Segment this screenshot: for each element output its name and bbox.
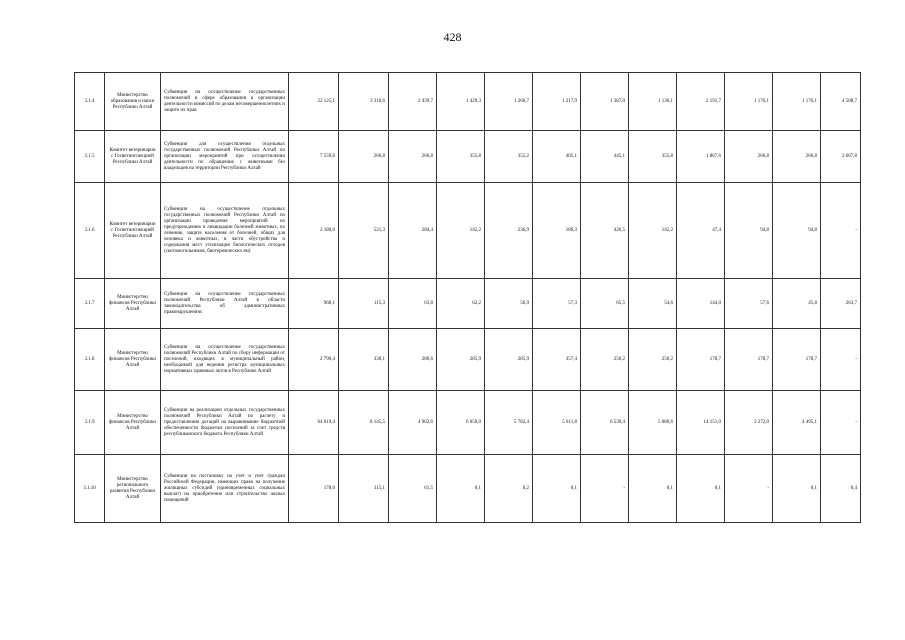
value-cell: 47,4 [677,183,725,279]
value-cell: 62,2 [437,279,485,329]
row-number-cell: 3.1.9 [75,391,105,455]
value-cell: 6 539,4 [581,391,629,455]
value-cell: - [725,455,773,523]
value-cell: 57,3 [533,279,581,329]
value-cell: 14 151,0 [677,391,725,455]
value-cell: - [821,329,861,391]
value-cell: 285,9 [485,329,533,391]
value-cell: 2 439,7 [389,73,437,131]
value-cell: 178,7 [677,329,725,391]
value-cell: 0,1 [437,455,485,523]
value-cell: 355,8 [437,131,485,183]
value-cell: 63,8 [389,279,437,329]
value-cell: 57,6 [725,279,773,329]
value-cell: 355,2 [485,131,533,183]
agency-cell: Министерство финансов Республики Алтай [105,329,161,391]
value-cell: 0,4 [821,455,861,523]
value-cell: 61,5 [389,455,437,523]
value-cell: 54,6 [629,279,677,329]
value-cell: 266,8 [389,131,437,183]
value-cell: - [581,455,629,523]
value-cell: 1 867,6 [677,131,725,183]
value-cell: 0,1 [629,455,677,523]
row-number-cell: 3.1.7 [75,279,105,329]
value-cell: 45,8 [773,279,821,329]
value-cell: 355,8 [629,131,677,183]
table-row [75,131,861,183]
value-cell: 968,1 [289,279,339,329]
value-cell: 65,5 [581,279,629,329]
value-cell: 4 495,1 [773,391,821,455]
value-cell: 405,1 [533,131,581,183]
value-cell: 2 180,0 [289,183,339,279]
description-cell: Субвенции на реализацию отдельных государственных полномочий Республики Алтай по расчету и предоставлению дотаций на выравнивание бюджетной обеспеченности бюджетам поселений за счет средств республиканского бюджета Республики Алтай [161,391,289,455]
value-cell: 357,4 [533,329,581,391]
agency-cell: Комитет ветеринарии с Госветинспекцией Республики Алтай [105,183,161,279]
page-number: 428 [443,30,462,44]
value-cell: 5 611,8 [533,391,581,455]
value-cell: 426,5 [581,183,629,279]
row-number-cell: 3.1.10 [75,455,105,523]
value-cell: 94,8 [725,183,773,279]
value-cell: 144,0 [677,279,725,329]
value-cell: 5 080,6 [629,391,677,455]
table-row [75,73,861,131]
value-cell: 4 508,7 [821,73,861,131]
value-cell: 521,3 [339,183,389,279]
value-cell: 330,1 [339,329,389,391]
value-cell: 1 387,0 [581,73,629,131]
value-cell: 178,7 [725,329,773,391]
description-cell: Субвенции для осуществления отдельных государственных полномочий Республики Алтай по организации мероприятий при осуществлении деятельности по обращению с животными без владельцев на территории Республики Алтай [161,131,289,183]
value-cell: 56,9 [485,279,533,329]
value-cell: 142,2 [629,183,677,279]
value-cell: 142,2 [437,183,485,279]
value-cell: 115,1 [339,455,389,523]
agency-cell: Комитет ветеринарии с Госветинспекцией Республики Алтай [105,131,161,183]
value-cell: 178,0 [289,455,339,523]
value-cell: 1 136,1 [629,73,677,131]
value-cell: 4 902,6 [389,391,437,455]
value-cell: 266,8 [725,131,773,183]
value-cell: 0,1 [533,455,581,523]
value-cell: 0,2 [485,455,533,523]
value-cell: 1 217,9 [533,73,581,131]
value-cell: 6 050,0 [437,391,485,455]
value-cell: 266,8 [339,131,389,183]
table-row [75,455,861,523]
value-cell: 1 176,1 [773,73,821,131]
value-cell: 0,1 [773,455,821,523]
value-cell: 250,2 [629,329,677,391]
description-cell: Субвенции на осуществление государственных полномочий Республики Алтай по сбору информации от поселений, входящих в муниципальный район, необходимой для ведения регистра муниципальных нормативных правовых актов в Республике Алтай [161,329,289,391]
value-cell: 94,8 [773,183,821,279]
description-cell: Субвенции на постановку на учет и учет граждан Российской Федерации, имеющих право на получение жилищных субсидий (единовременных социальных выплат) на приобретение или строительство жилых помещений [161,455,289,523]
subvention-table [74,72,861,523]
value-cell: 8 145,5 [339,391,389,455]
value-cell: 280,6 [389,329,437,391]
value-cell: 178,7 [773,329,821,391]
value-cell: 22 125,1 [289,73,339,131]
value-cell: - [821,391,861,455]
agency-cell: Министерство регионального развития Республики Алтай [105,455,161,523]
value-cell: 285,9 [437,329,485,391]
value-cell: 189,3 [533,183,581,279]
value-cell: 236,9 [485,183,533,279]
description-cell: Субвенции на осуществление отдельных государственных полномочий Республики Алтай по организации проведения мероприятий по предупреждению и ликвидации болезней животных, их лечению, защите населения от болезней, общих для человека и животных, в части обустройства и содержания мест утилизации биологических отходов (скотомогильников, биотермических ям) [161,183,289,279]
agency-cell: Министерство финансов Республики Алтай [105,391,161,455]
description-cell: Субвенции на осуществление государственных полномочий Республики Алтай в области законодательства об административных правонарушениях [161,279,289,329]
table-row [75,279,861,329]
value-cell: 2 191,7 [677,73,725,131]
value-cell: 266,8 [773,131,821,183]
value-cell: 115,3 [339,279,389,329]
value-cell: 3 272,0 [725,391,773,455]
value-cell: 1 176,1 [725,73,773,131]
table-row [75,391,861,455]
description-cell: Субвенции на осуществление государственных полномочий в сфере образования в организации деятельности комиссий по делам несовершеннолетних и защите их прав [161,73,289,131]
row-number-cell: 3.1.8 [75,329,105,391]
value-cell: 2 790,4 [289,329,339,391]
row-number-cell: 3.1.4 [75,73,105,131]
table-row [75,329,861,391]
value-cell: 64 019,4 [289,391,339,455]
value-cell: 263,7 [821,279,861,329]
agency-cell: Министерство финансов Республики Алтай [105,279,161,329]
value-cell: 0,1 [677,455,725,523]
row-number-cell: 3.1.5 [75,131,105,183]
value-cell: 5 782,4 [485,391,533,455]
value-cell: 250,2 [581,329,629,391]
value-cell: 7 559,6 [289,131,339,183]
agency-cell: Министерство образования и науки Республики Алтай [105,73,161,131]
value-cell: 3 310,6 [339,73,389,131]
row-number-cell: 3.1.6 [75,183,105,279]
value-cell: 445,1 [581,131,629,183]
value-cell: 1 429,3 [437,73,485,131]
table-row [75,183,861,279]
value-cell: 284,4 [389,183,437,279]
value-cell: - [821,183,861,279]
value-cell: 1 260,7 [485,73,533,131]
value-cell: 2 667,8 [821,131,861,183]
